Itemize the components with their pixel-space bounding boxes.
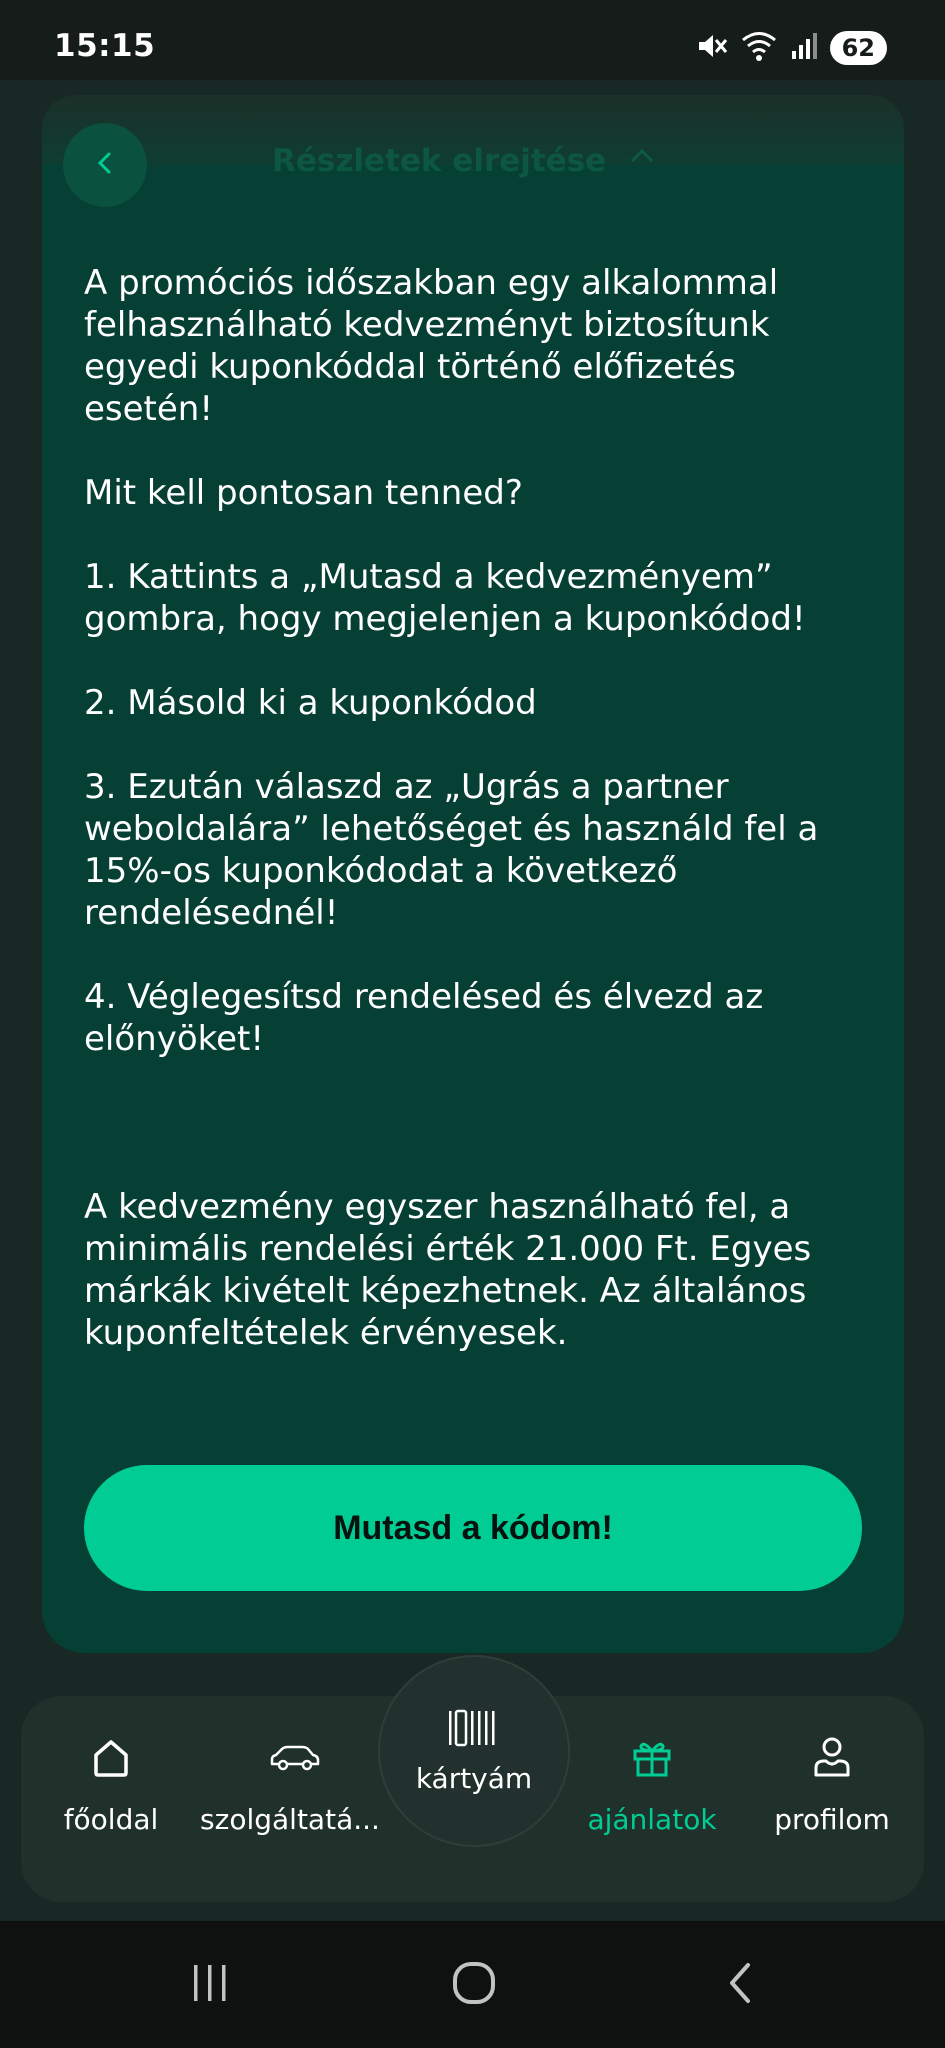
chevron-up-icon[interactable] bbox=[626, 140, 658, 172]
mute-icon bbox=[694, 29, 728, 67]
offer-description bbox=[84, 262, 874, 1354]
status-time: 15:15 bbox=[54, 28, 156, 64]
step-1-text: 1. Kattints a „Mutasd a kedvezményem” gombra, hogy megjelenjen a kuponkódod! bbox=[84, 557, 806, 639]
terms-text: A kedvezmény egyszer használható fel, a minimális rendelési érték 21.000 Ft. Egyes márkák kivételt képezhetnek. Az általános kuponfeltételek érvényesek. bbox=[84, 1187, 812, 1353]
show-code-button[interactable]: Mutasd a kódom! bbox=[84, 1465, 862, 1591]
home-circle-icon bbox=[450, 1959, 498, 2011]
nav-label-services: szolgáltatá... bbox=[200, 1803, 380, 1836]
nav-label-profile: profilom bbox=[774, 1803, 890, 1836]
back-button[interactable] bbox=[63, 123, 147, 207]
nav-item-services[interactable] bbox=[200, 1735, 380, 1865]
car-icon bbox=[267, 1735, 313, 1781]
gift-icon bbox=[629, 1735, 675, 1781]
intro-text: A promóciós időszakban egy alkalommal felhasználható kedvezményt biztosítunk egyedi kuponkóddal történő előfizetés esetén! bbox=[84, 263, 779, 429]
barcode-icon bbox=[447, 1708, 501, 1752]
recent-apps-icon bbox=[186, 1961, 234, 2009]
battery-indicator: 62 bbox=[830, 31, 887, 65]
question-text: Mit kell pontosan tenned? bbox=[84, 473, 523, 513]
system-back-button[interactable] bbox=[710, 1960, 770, 2010]
status-icons bbox=[694, 28, 887, 68]
back-arrow-icon bbox=[720, 1959, 760, 2011]
step-4-text: 4. Véglegesítsd rendelésed és élvezd az előnyöket! bbox=[84, 977, 764, 1059]
user-icon bbox=[809, 1735, 855, 1781]
nav-label-home: főoldal bbox=[63, 1803, 159, 1836]
chevron-left-icon bbox=[90, 148, 120, 182]
recent-apps-button[interactable] bbox=[180, 1960, 240, 2010]
status-bar bbox=[0, 0, 945, 80]
nav-label-card: kártyám bbox=[415, 1761, 533, 1795]
nav-item-profile[interactable] bbox=[742, 1735, 922, 1865]
home-icon bbox=[88, 1735, 134, 1781]
nav-item-card[interactable] bbox=[378, 1655, 570, 1847]
nav-item-offers[interactable] bbox=[562, 1735, 742, 1865]
nav-label-offers: ajánlatok bbox=[587, 1803, 717, 1836]
wifi-icon bbox=[740, 29, 778, 67]
nav-item-home[interactable] bbox=[21, 1735, 201, 1865]
collapse-details-toggle[interactable]: Részletek elrejtése bbox=[272, 143, 607, 179]
signal-icon bbox=[790, 31, 818, 65]
home-button[interactable] bbox=[444, 1960, 504, 2010]
step-2-text: 2. Másold ki a kuponkódod bbox=[84, 683, 537, 723]
step-3-text: 3. Ezután válaszd az „Ugrás a partner weboldalára” lehetőséget és használd fel a 15%-os kuponkódodat a következő rendelésednél! bbox=[84, 767, 819, 933]
